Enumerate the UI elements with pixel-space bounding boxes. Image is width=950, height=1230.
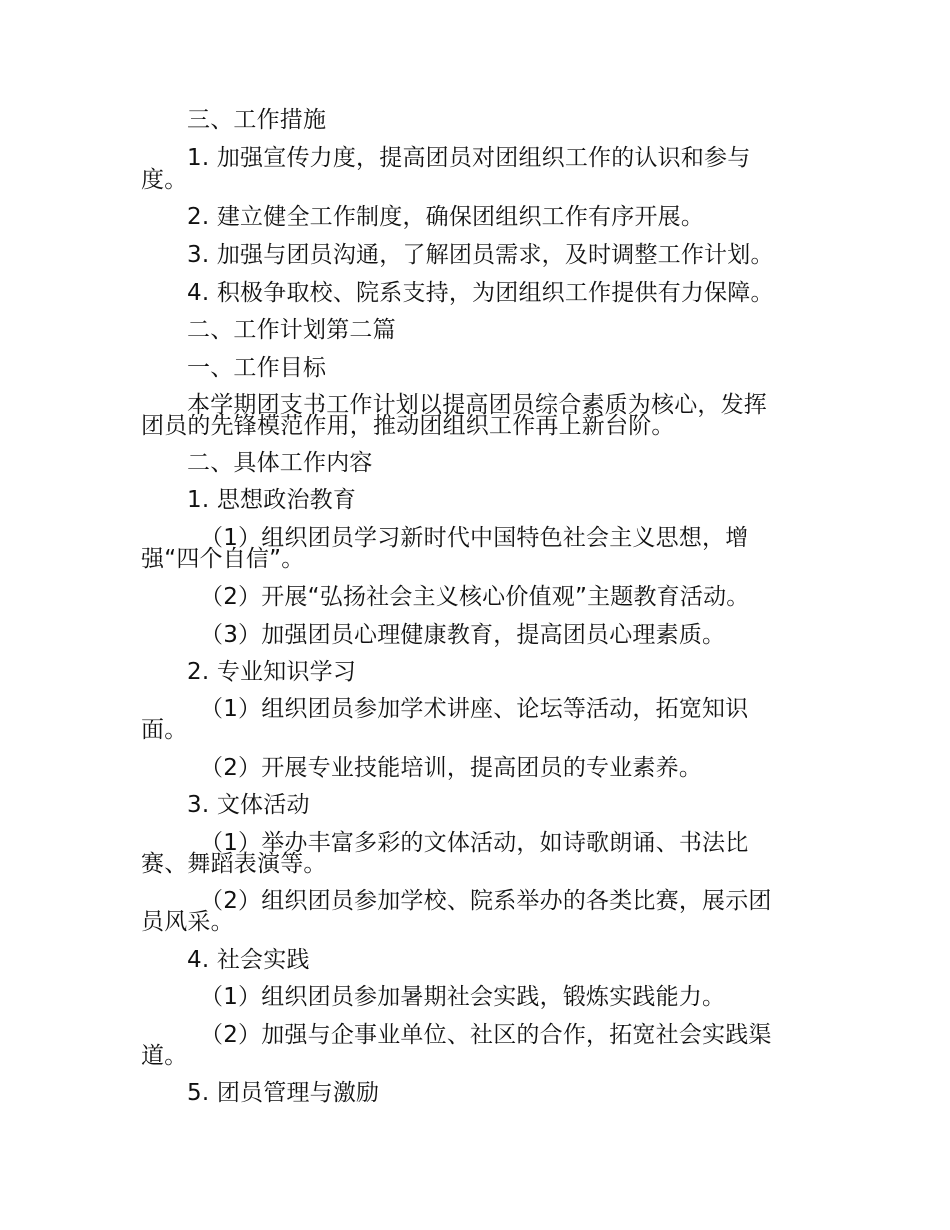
subsection-heading: 3. 文体活动 xyxy=(187,792,310,818)
list-item-line: 员风采。 xyxy=(141,909,234,935)
list-item-line: （2）开展“弘扬社会主义核心价值观”主题教育活动。 xyxy=(200,584,750,610)
list-item-line: 道。 xyxy=(141,1043,188,1069)
subsection-heading: 5. 团员管理与激励 xyxy=(187,1080,380,1106)
paragraph-line: 本学期团支书工作计划以提高团员综合素质为核心，发挥 xyxy=(187,392,767,418)
paragraph-line: 3. 加强与团员沟通，了解团员需求，及时调整工作计划。 xyxy=(187,242,774,268)
list-item-line: （3）加强团员心理健康教育，提高团员心理素质。 xyxy=(200,622,726,648)
section-heading-work-content: 二、具体工作内容 xyxy=(187,450,373,476)
subsection-heading: 4. 社会实践 xyxy=(187,947,310,973)
list-item-line: （2）加强与企事业单位、社区的合作，拓宽社会实践渠 xyxy=(200,1022,772,1048)
paragraph-line: 2. 建立健全工作制度，确保团组织工作有序开展。 xyxy=(187,204,705,230)
list-item-line: （2）组织团员参加学校、院系举办的各类比赛，展示团 xyxy=(200,888,772,914)
list-item-line: （1）组织团员参加学术讲座、论坛等活动，拓宽知识 xyxy=(200,696,749,722)
list-item-line: 强“四个自信”。 xyxy=(141,546,305,572)
list-item-line: 面。 xyxy=(141,717,188,743)
paragraph-line: 团员的先锋模范作用，推动团组织工作再上新台阶。 xyxy=(141,413,675,439)
paragraph-line: 1. 加强宣传力度，提高团员对团组织工作的认识和参与 xyxy=(187,145,751,171)
subsection-heading: 1. 思想政治教育 xyxy=(187,487,357,513)
section-heading-work-measures: 三、工作措施 xyxy=(187,107,327,133)
paragraph-line: 度。 xyxy=(141,167,188,193)
section-heading-plan-part-two: 二、工作计划第二篇 xyxy=(187,317,396,343)
paragraph-line: 4. 积极争取校、院系支持，为团组织工作提供有力保障。 xyxy=(187,280,774,306)
section-heading-work-goals: 一、工作目标 xyxy=(187,355,327,381)
list-item-line: （1）组织团员学习新时代中国特色社会主义思想，增 xyxy=(200,525,749,551)
list-item-line: （1）举办丰富多彩的文体活动，如诗歌朗诵、书法比 xyxy=(200,830,749,856)
list-item-line: （2）开展专业技能培训，提高团员的专业素养。 xyxy=(200,755,703,781)
subsection-heading: 2. 专业知识学习 xyxy=(187,659,357,685)
list-item-line: 赛、舞蹈表演等。 xyxy=(141,851,327,877)
list-item-line: （1）组织团员参加暑期社会实践，锻炼实践能力。 xyxy=(200,984,726,1010)
